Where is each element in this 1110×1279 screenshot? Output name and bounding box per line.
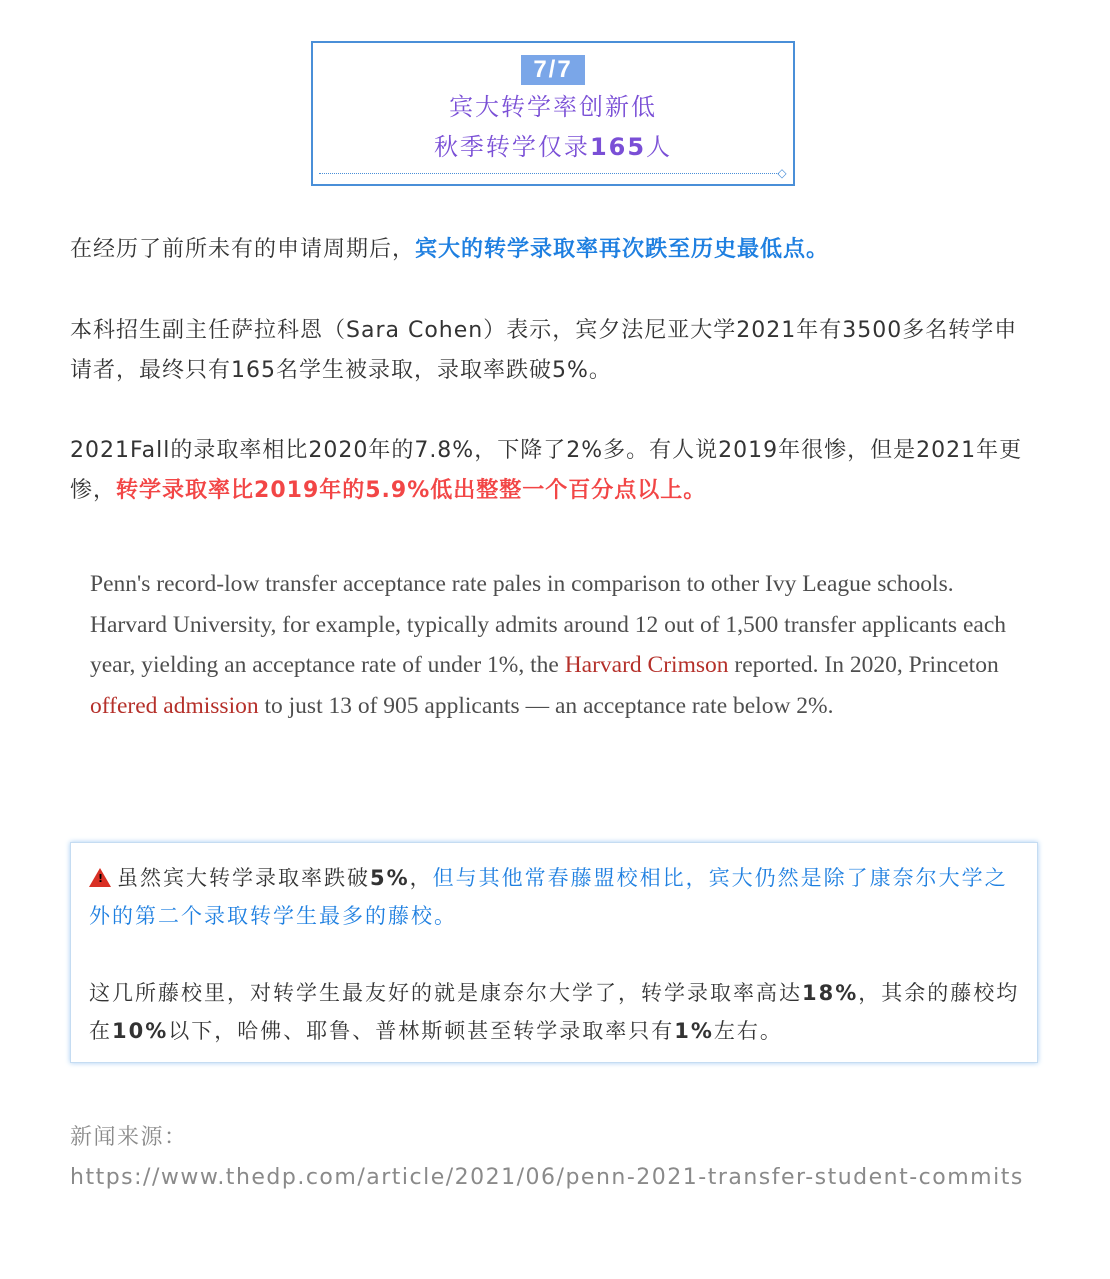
english-quote — [90, 564, 1025, 726]
quote-part1: Penn's record-low transfer acceptance rate pales in comparison to other Ivy League schools. Harvard University, for example, typically admits around 12 out of 1,500 transfer applicants each year, yielding an acceptance rate of under 1%, the — [90, 571, 1006, 679]
paragraph-intro-highlight: 宾大的转学录取率再次跌至历史最低点。 — [415, 237, 830, 262]
note-paragraph-1 — [89, 859, 1024, 935]
note-p2-num2: 10% — [112, 1019, 169, 1043]
harvard-crimson-link[interactable]: Harvard Crimson — [564, 652, 729, 679]
note-p1-number: 5% — [370, 866, 410, 890]
note-p1-highlight: 但与其他常春藤盟校相比，宾大仍然是除了康奈尔大学之外的第二个录取转学生最多的藤校。 — [89, 866, 1008, 928]
source-label: 新闻来源： — [70, 1125, 188, 1150]
paragraph-comparison — [70, 431, 1040, 511]
header-line2-pre: 秋季转学仅录 — [433, 133, 590, 161]
header-line2-number: 165 — [589, 133, 647, 161]
paragraph-intro — [70, 230, 1040, 270]
page-badge: 7/7 — [521, 55, 584, 85]
header-line2-post: 人 — [646, 133, 673, 161]
diamond-icon: ◇ — [777, 166, 787, 180]
note-paragraph-2 — [89, 974, 1024, 1050]
source-url[interactable]: https://www.thedp.com/article/2021/06/penn-2021-transfer-student-commits — [70, 1165, 1024, 1190]
warning-icon: ! — [89, 868, 111, 887]
note-p2-d: 左右。 — [713, 1019, 783, 1043]
paragraph-intro-text: 在经历了前所未有的申请周期后， — [70, 237, 416, 262]
paragraph-comparison-text: 2021Fall的录取率相比2020年的7.8%，下降了2%多。有人说2019年很惨，但是2021年更惨， — [70, 438, 1023, 503]
paragraph-statement: 本科招生副主任萨拉科恩（Sara Cohen）表示，宾夕法尼亚大学2021年有3500多名转学申请者，最终只有165名学生被录取，录取率跌破5%。 — [70, 318, 1018, 383]
note-p2-b: ，其余的藤校均在 — [89, 981, 1020, 1043]
news-source — [70, 1118, 1050, 1198]
note-p2-num3: 1% — [674, 1019, 714, 1043]
article-header-card — [311, 41, 795, 186]
offered-admission-link[interactable]: offered admission — [90, 692, 259, 719]
note-p1-sep: ， — [409, 866, 433, 890]
paragraph-comparison-highlight: 转学录取率比2019年的5.9%低出整整一个百分点以上。 — [116, 478, 707, 503]
header-title-line1: 宾大转学率创新低 — [449, 93, 657, 121]
note-box — [70, 842, 1038, 1063]
note-p2-num1: 18% — [802, 981, 859, 1005]
header-dotted-rule — [319, 173, 779, 174]
quote-part3: to just 13 of 905 applicants — an acceptance rate below 2%. — [258, 692, 834, 719]
note-p1-pre: 虽然宾大转学录取率跌破 — [117, 866, 370, 890]
note-p2-a: 这几所藤校里，对转学生最友好的就是康奈尔大学了，转学录取率高达 — [89, 981, 802, 1005]
header-title-line2 — [313, 127, 793, 167]
quote-part2: reported. In 2020, Princeton — [728, 652, 999, 679]
note-p2-c: 以下，哈佛、耶鲁、普林斯顿甚至转学录取率只有 — [168, 1019, 675, 1043]
